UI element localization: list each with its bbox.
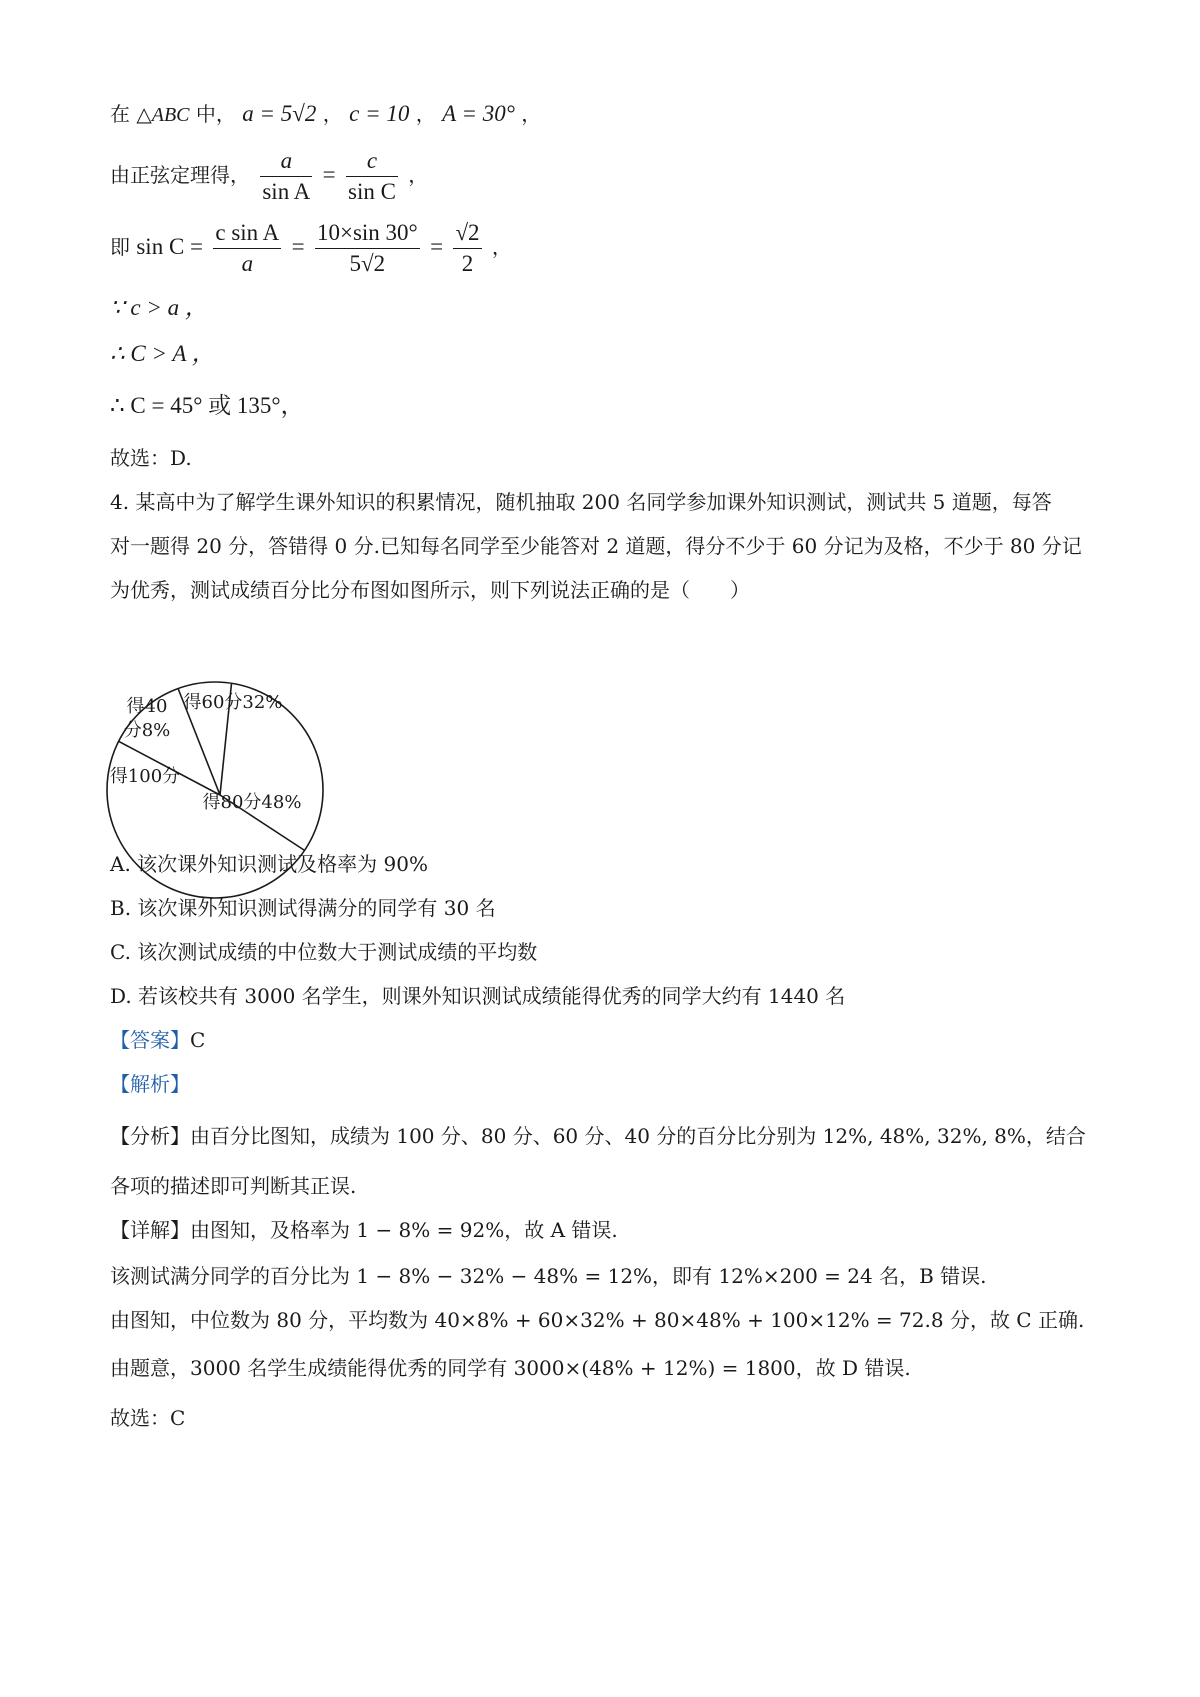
denominator: sin A — [262, 179, 311, 204]
pie-slice-label-4: 得100分 — [109, 766, 181, 787]
numerator: a — [260, 148, 312, 177]
answer-line — [110, 1026, 205, 1054]
text: 即 — [110, 235, 130, 259]
detail-line-4: 由题意，3000 名学生成绩能得优秀的同学有 3000×(48% + 12%) = 1800，故 D 错误. — [110, 1356, 911, 1380]
pie-slice-label-3: 得80分48% — [202, 792, 302, 813]
triangle-symbol: △ABC — [136, 104, 190, 126]
question-text-line-3: 为优秀，测试成绩百分比分布图如图所示，则下列说法正确的是（ ） — [110, 578, 750, 602]
numerator: c sin A — [213, 220, 281, 249]
solution-line-6: ∴ C = 45° 或 135°， — [110, 393, 304, 418]
pie-slice-label-1: 得40 — [126, 696, 168, 717]
denominator: sin C — [348, 179, 396, 204]
numerator: √2 — [453, 220, 481, 249]
question-text-line-2: 对一题得 20 分，答错得 0 分.已知每名同学至少能答对 2 道题，得分不少于 60 分记为及格，不少于 80 分记 — [110, 534, 1082, 558]
pie-slice-label-1: 分8% — [123, 720, 171, 741]
answer-tag: 【答案】 — [110, 1028, 190, 1052]
denominator: 2 — [461, 251, 474, 276]
equation-a: a = 5√2 — [242, 101, 317, 126]
solution-line-5: ∴ C > A ， — [110, 341, 215, 366]
solution-line-3: 即 sin C = $\frac{\text{c sin A}}{a}$ = $\frac{10\times\sin 30^\circ}{5√2}$ = $\frac{√2}{2}$ ， — [110, 220, 512, 276]
option-c: C. 该次测试成绩的中位数大于测试成绩的平均数 — [110, 940, 538, 964]
option-d: D. 若该校共有 3000 名学生，则课外知识测试成绩能得优秀的同学大约有 1440 名 — [110, 984, 846, 1008]
text: ， — [521, 102, 542, 126]
numerator: c — [346, 148, 398, 177]
option-a: A. 该次课外知识测试及格率为 90% — [110, 852, 428, 876]
denominator: a — [241, 251, 254, 276]
fraction-csina-over-a — [213, 220, 281, 277]
analysis-line-2: 各项的描述即可判断其正误. — [110, 1174, 357, 1198]
text: 中， — [195, 102, 236, 126]
equation-angle-a: A = 30° — [442, 101, 515, 126]
text: ， — [491, 235, 512, 259]
fraction-root2-over-2 — [453, 220, 481, 277]
solution-final-choice: 故选：D. — [110, 446, 192, 470]
detail-line-2: 该测试满分同学的百分比为 1 − 8% − 32% − 48% = 12%，即有 12%×200 = 24 名，B 错误. — [110, 1264, 987, 1288]
numerator: 10×sin 30° — [315, 220, 420, 249]
text: ， — [408, 163, 429, 187]
final-answer: 故选：C — [110, 1406, 186, 1430]
denominator: 5√2 — [349, 251, 386, 276]
text: ， — [415, 102, 436, 126]
analysis-line-1: 【分析】由百分比图知，成绩为 100 分、80 分、60 分、40 分的百分比分别为 12%, 48%, 32%, 8%，结合 — [110, 1124, 1086, 1148]
fraction-a-over-sina — [260, 148, 312, 205]
question-text-line-1: 4. 某高中为了解学生课外知识的积累情况，随机抽取 200 名同学参加课外知识测试，测试共 5 道题，每答 — [110, 490, 1052, 514]
analysis-tag: 【解析】 — [110, 1072, 190, 1096]
sin-c-lhs: sin C = — [136, 234, 204, 259]
fraction-c-over-sinc — [346, 148, 398, 205]
pie-slice-label-2: 得60分32% — [183, 692, 283, 713]
detail-line-1: 【详解】由图知，及格率为 1 − 8% = 92%，故 A 错误. — [110, 1218, 618, 1242]
solution-line-2: 由正弦定理得， $\frac{a}{\text{sin A}}$ = $\frac{c}{\text{sin C}}$ ， — [110, 148, 429, 204]
text: ， — [322, 102, 343, 126]
fraction-10sin30-over-5root2 — [315, 220, 420, 277]
text: 由正弦定理得， — [110, 163, 250, 187]
equation-c: c = 10 — [349, 101, 410, 126]
text: 在 — [110, 102, 130, 126]
solution-line-1 — [110, 100, 541, 129]
detail-line-3: 由图知，中位数为 80 分，平均数为 40×8% + 60×32% + 80×48% + 100×12% = 72.8 分，故 C 正确. — [110, 1308, 1085, 1332]
option-b: B. 该次课外知识测试得满分的同学有 30 名 — [110, 896, 496, 920]
solution-line-4: ∵ c > a ， — [110, 295, 208, 320]
answer-value: C — [190, 1028, 206, 1052]
